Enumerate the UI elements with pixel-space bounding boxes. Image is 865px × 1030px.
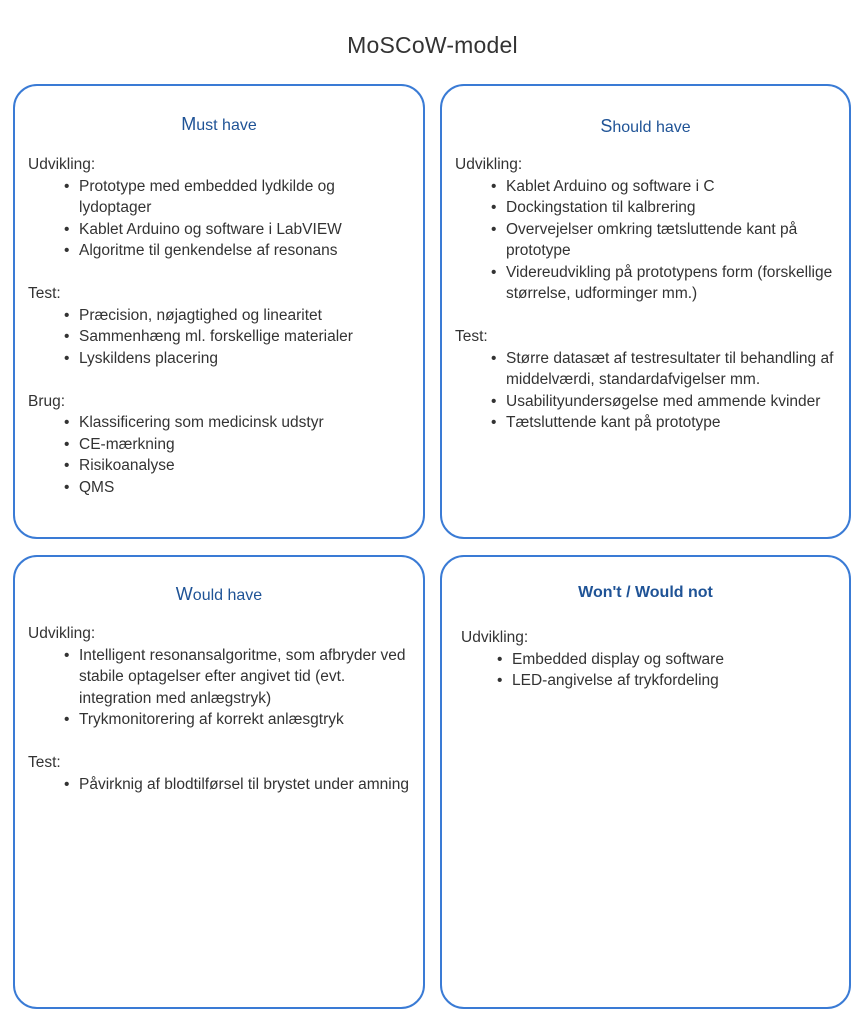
list-item: • Klassificering som medicinsk udstyr [79,412,411,434]
should-have-heading [442,116,849,137]
section-label: Udvikling: [455,156,523,173]
wont-have-content [461,627,837,713]
section-brug [28,391,411,499]
must-have-content [28,154,411,520]
list-item: • Videreudvikling på prototypens form (forskellige størrelse, udforminger mm.) [506,262,837,305]
list-item: • Intelligent resonansalgoritme, som afbryder ved stabile optagelser efter angivet tid (evt. integration med anlægstryk) [79,645,411,710]
bullet-list [455,176,837,305]
would-have-heading [15,584,423,605]
section-label: Test: [28,285,61,302]
section-label: Test: [455,328,488,345]
section-label: Brug: [28,392,66,410]
list-item: • Sammenhæng ml. forskellige materialer [79,326,411,348]
list-item: • Prototype med embedded lydkilde og lydoptager [79,176,411,219]
section-label: Test: [28,754,61,771]
list-item: • Trykmonitorering af korrekt anlæsgtryk [79,709,411,731]
should-have-content [455,154,837,455]
section-test [28,752,411,795]
section-label: Udvikling: [461,629,529,646]
list-item: • Større datasæt af testresultater til behandling af middelværdi, standardafvigelser mm. [506,348,837,391]
bullet-list [28,305,411,370]
section-udvikling [461,627,837,692]
bullet-list [455,348,837,434]
section-label: Udvikling: [28,156,96,173]
list-item: • Kablet Arduino og software i LabVIEW [79,219,411,241]
list-item: • Embedded display og software [512,649,837,671]
heading-rest: ust have [196,117,257,134]
heading-initial: M [181,114,197,134]
section-udvikling [28,623,411,731]
would-have-content [28,623,411,817]
list-item: • Præcision, nøjagtighed og linearitet [79,305,411,327]
wont-have-heading: Won't / Would not [578,584,713,601]
section-test [28,283,411,369]
section-udvikling [28,154,411,262]
bullet-list [461,649,837,692]
list-item: • Kablet Arduino og software i C [506,176,837,198]
list-item: • Dockingstation til kalbrering [506,197,837,219]
heading-rest: ould have [192,587,263,604]
must-have-heading [15,114,423,135]
section-test [455,326,837,434]
list-item: • Tætsluttende kant på prototype [506,412,837,434]
section-udvikling [455,154,837,305]
bullet-list [28,645,411,731]
heading-initial: W [175,584,193,604]
bullet-list [28,774,411,796]
must-have-card [13,84,425,539]
diagram-title: MoSCoW-model [347,32,518,58]
list-item: • Lyskildens placering [79,348,411,370]
list-item: • QMS [79,477,411,499]
would-have-card [13,555,425,1009]
bullet-list [28,412,411,498]
list-item: • Usabilityundersøgelse med ammende kvinder [506,391,837,413]
bullet-list [28,176,411,262]
heading-initial: S [600,116,613,136]
list-item: • Overvejelser omkring tætsluttende kant på prototype [506,219,837,262]
list-item: • Algoritme til genkendelse af resonans [79,240,411,262]
heading-rest: hould have [612,119,691,136]
section-label: Udvikling: [28,625,96,642]
wont-have-card [440,555,851,1009]
list-item: • Påvirknig af blodtilførsel til brystet under amning [79,774,411,796]
list-item: • Risikoanalyse [79,455,411,477]
list-item: • CE-mærkning [79,434,411,456]
should-have-card [440,84,851,539]
list-item: • LED-angivelse af trykfordeling [512,670,837,692]
